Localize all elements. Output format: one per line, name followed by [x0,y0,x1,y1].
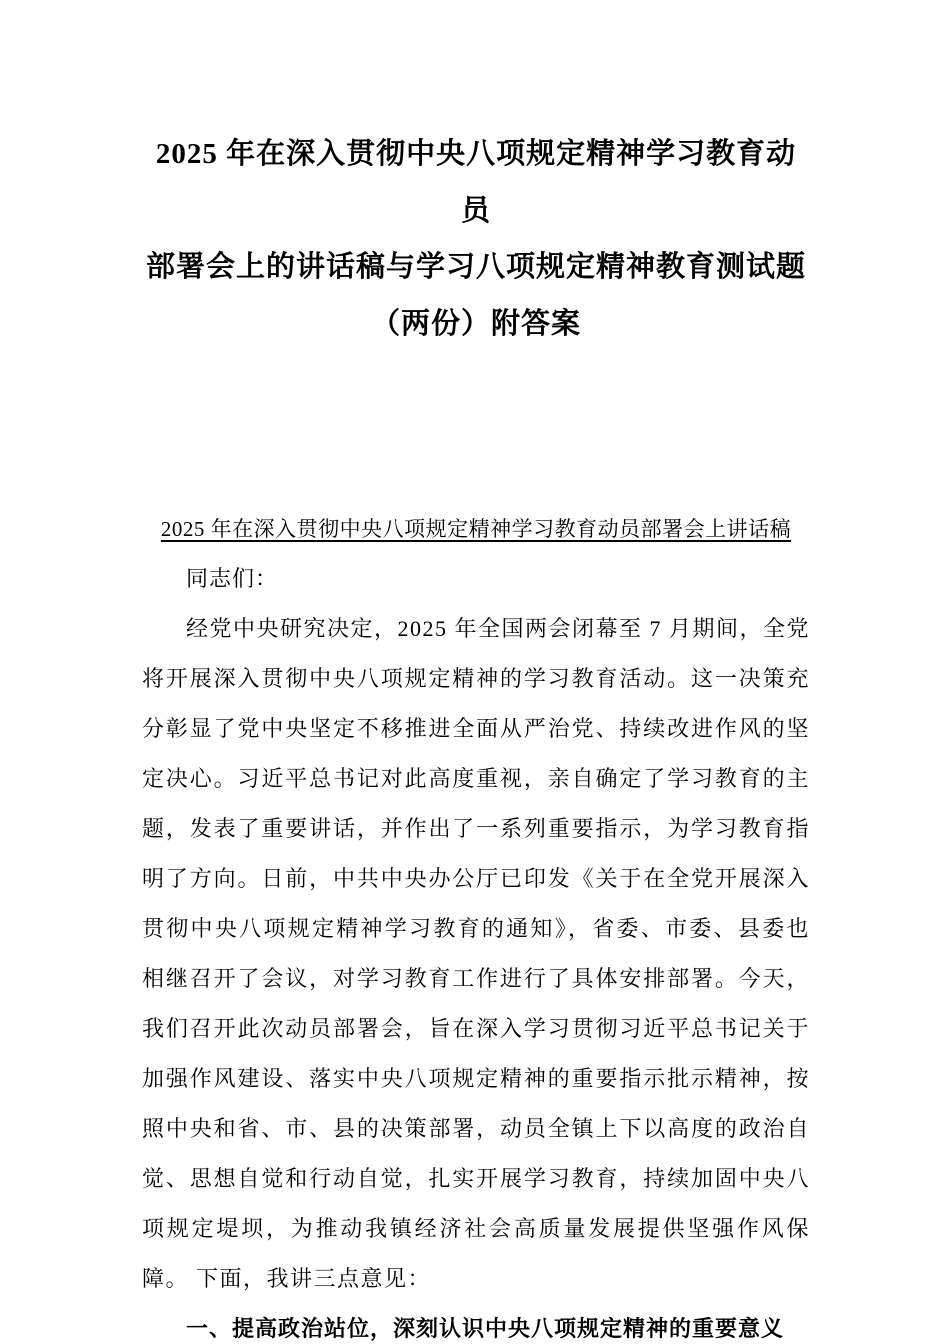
document-title-line-1: 2025 年在深入贯彻中央八项规定精神学习教育动员 [155,138,797,227]
document-title-line-2: 部署会上的讲话稿与学习八项规定精神教育测试题 [145,251,806,284]
point-one-heading: 一、提高政治站位，深刻认识中央八项规定精神的重要意义 [186,1316,785,1342]
speech-section-heading: 2025 年在深入贯彻中央八项规定精神学习教育动员部署会上讲话稿 [160,517,792,542]
body-paragraph: 经党中央研究决定，2025 年全国两会闭幕至 7 月期间，全党将开展深入贯彻中央八项规定精神的学习教育活动。这一决策充分彰显了党中央坚定不移推进全面从严治党、持续改进作风的坚定决心。习近平总书记对此高度重视，亲自确定了学习教育的主题，发表了重要讲话，并作出了一系列重要指示，为学习教育指明了方向。日前，中共中央办公厅已印发《关于在全党开展深入贯彻中央八项规定精神学习教育的通知》，省委、市委、县委也相继召开了会议，对学习教育工作进行了具体安排部署。今天， 我们召开此次动员部署会，旨在深入学习贯彻习近平总书记关于加强作风建设、落实中央八项规定精神的重要指示批示精神，按照中央和省、市、县的决策部署，动员全镇上下以高度的政治自觉、思想自觉和行动自觉，扎实开展学习教育，持续加固中央八项规定堤坝，为推动我镇经济社会高质量发展提供坚强作风保障。 下面，我讲三点意见： [142,616,811,1292]
document-title-line-3: （两份）附答案 [370,307,581,340]
salutation: 同志们： [186,566,279,592]
document-title [142,126,810,352]
